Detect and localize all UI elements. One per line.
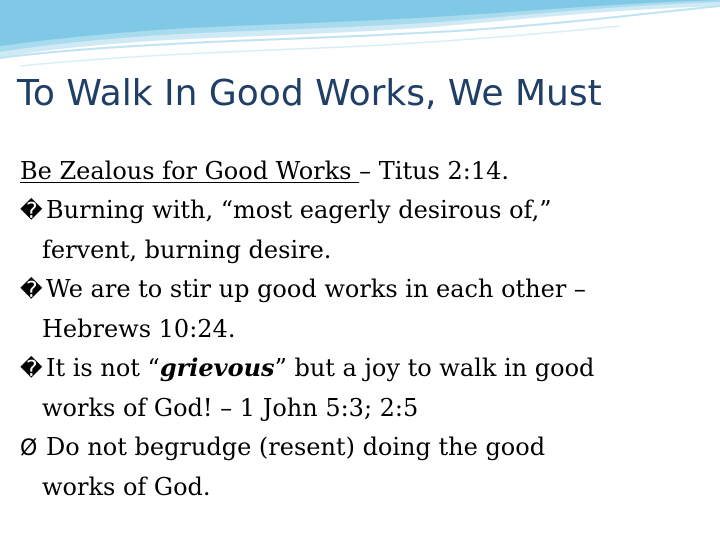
lead-line [20,152,710,191]
emphasized-word: grievous [159,352,275,382]
bullet-text-pre: It is not “ [46,353,160,382]
header-wave-decoration [0,0,720,70]
arrow-bullet-icon: Ø [20,435,38,461]
slide-title: To Walk In Good Works, We Must [17,73,602,114]
bullet-continuation: works of God. [42,473,211,501]
bullet-item [20,428,710,469]
lead-reference: – Titus 2:14. [359,157,510,185]
bullet-text: Do not begrudge (resent) doing the good [46,432,546,461]
lead-underlined-text: Be Zealous for Good Works [20,157,360,185]
bullet-continuation: works of God! – 1 John 5:3; 2:5 [42,394,419,422]
bullet-glyph: � [20,277,43,303]
bullet-glyph: � [20,356,43,382]
bullet-item [20,349,710,390]
bullet-continuation: fervent, burning desire. [42,236,332,264]
bullet-text: We are to stir up good works in each other – [46,274,586,303]
bullet-item [20,191,710,232]
slide-body [20,152,710,507]
bullet-text-post: ” but a joy to walk in good [274,353,595,382]
bullet-item [20,270,710,311]
bullet-continuation: Hebrews 10:24. [42,315,236,343]
bullet-glyph: � [20,198,43,224]
bullet-text: Burning with, “most eagerly desirous of,” [46,195,552,224]
